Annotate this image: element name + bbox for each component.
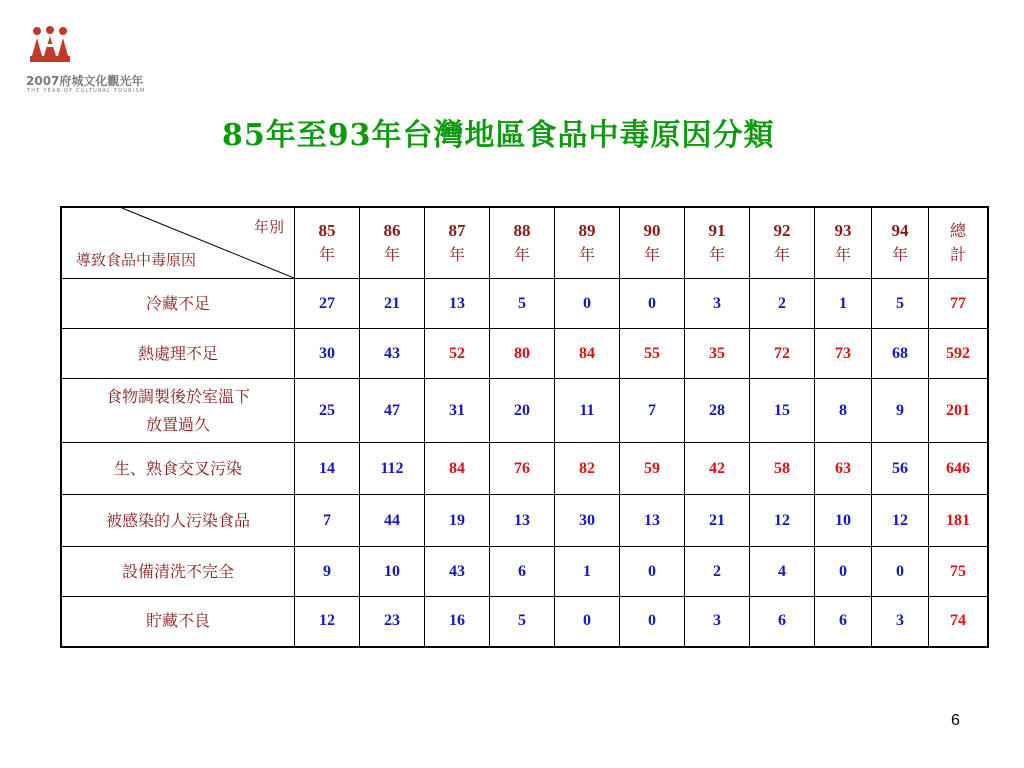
value-cell: 6 [815, 597, 872, 647]
value-cell: 6 [490, 547, 555, 597]
value-cell: 30 [555, 495, 620, 547]
value-cell: 28 [685, 379, 750, 443]
value-cell: 4 [750, 547, 815, 597]
value-cell: 9 [872, 379, 929, 443]
table-row [61, 495, 988, 547]
value-cell: 2 [685, 547, 750, 597]
cause-label: 熱處理不足 [137, 343, 218, 363]
value-cell: 0 [872, 547, 929, 597]
year-header: 85 年 [295, 207, 360, 279]
value-cell: 12 [750, 495, 815, 547]
value-cell: 12 [872, 495, 929, 547]
cause-cell [61, 495, 295, 547]
value-cell: 5 [490, 597, 555, 647]
value-cell: 73 [815, 329, 872, 379]
value-cell: 72 [750, 329, 815, 379]
table-row [61, 329, 988, 379]
value-cell: 11 [555, 379, 620, 443]
value-cell: 21 [360, 279, 425, 329]
table-header-row [61, 207, 988, 279]
corner-cause-label: 導致食品中毒原因 [76, 251, 197, 269]
total-header: 總 計 [929, 207, 989, 279]
value-cell: 82 [555, 443, 620, 495]
year-header: 89 年 [555, 207, 620, 279]
year-header: 88 年 [490, 207, 555, 279]
value-cell: 3 [872, 597, 929, 647]
value-cell: 9 [295, 547, 360, 597]
value-cell: 84 [425, 443, 490, 495]
value-cell: 43 [425, 547, 490, 597]
value-cell: 42 [685, 443, 750, 495]
year-header: 94 年 [872, 207, 929, 279]
year-header: 93 年 [815, 207, 872, 279]
value-cell: 13 [490, 495, 555, 547]
value-cell: 56 [872, 443, 929, 495]
value-cell: 68 [872, 329, 929, 379]
value-cell: 5 [490, 279, 555, 329]
total-cell: 201 [929, 379, 989, 443]
value-cell: 55 [620, 329, 685, 379]
value-cell: 8 [815, 379, 872, 443]
logo-title: 2007府城文化觀光年 [26, 74, 144, 88]
value-cell: 0 [620, 597, 685, 647]
value-cell: 80 [490, 329, 555, 379]
value-cell: 23 [360, 597, 425, 647]
cause-cell [61, 443, 295, 495]
page-number: 6 [951, 712, 960, 729]
value-cell: 7 [295, 495, 360, 547]
value-cell: 10 [815, 495, 872, 547]
table-body [61, 279, 988, 647]
page-title: 85年至93年台灣地區食品中毒原因分類 [222, 118, 775, 153]
value-cell: 7 [620, 379, 685, 443]
value-cell: 10 [360, 547, 425, 597]
value-cell: 0 [815, 547, 872, 597]
cause-label: 貯藏不良 [145, 611, 210, 631]
value-cell: 1 [815, 279, 872, 329]
total-cell: 646 [929, 443, 989, 495]
value-cell: 27 [295, 279, 360, 329]
cause-label: 被感染的人污染食品 [105, 510, 250, 530]
value-cell: 13 [425, 279, 490, 329]
value-cell: 6 [750, 597, 815, 647]
value-cell: 84 [555, 329, 620, 379]
cause-label: 放置過久 [145, 414, 210, 434]
logo-figures-icon [30, 26, 70, 62]
value-cell: 2 [750, 279, 815, 329]
value-cell: 59 [620, 443, 685, 495]
cause-label: 冷藏不足 [145, 293, 210, 313]
value-cell: 30 [295, 329, 360, 379]
year-header: 87 年 [425, 207, 490, 279]
value-cell: 16 [425, 597, 490, 647]
value-cell: 35 [685, 329, 750, 379]
value-cell: 3 [685, 279, 750, 329]
cause-cell [61, 547, 295, 597]
year-header: 86 年 [360, 207, 425, 279]
value-cell: 44 [360, 495, 425, 547]
table-row [61, 379, 988, 443]
logo [26, 26, 166, 96]
table-row [61, 279, 988, 329]
value-cell: 52 [425, 329, 490, 379]
corner-header-cell [61, 207, 295, 279]
value-cell: 12 [295, 597, 360, 647]
total-cell: 74 [929, 597, 989, 647]
food-poisoning-table [60, 206, 989, 648]
value-cell: 14 [295, 443, 360, 495]
value-cell: 20 [490, 379, 555, 443]
value-cell: 31 [425, 379, 490, 443]
value-cell: 63 [815, 443, 872, 495]
cause-label: 食物調製後於室溫下 [105, 386, 250, 406]
corner-year-label: 年別 [253, 218, 284, 236]
value-cell: 1 [555, 547, 620, 597]
value-cell: 112 [360, 443, 425, 495]
value-cell: 5 [872, 279, 929, 329]
year-header: 90 年 [620, 207, 685, 279]
table-row [61, 597, 988, 647]
cause-label: 生、熟食交叉污染 [113, 458, 242, 478]
cause-cell [61, 379, 295, 443]
total-cell: 592 [929, 329, 989, 379]
value-cell: 0 [555, 279, 620, 329]
table-row [61, 547, 988, 597]
value-cell: 19 [425, 495, 490, 547]
value-cell: 0 [620, 547, 685, 597]
cause-label: 設備清洗不完全 [121, 561, 234, 581]
cause-cell [61, 279, 295, 329]
value-cell: 58 [750, 443, 815, 495]
logo-subtitle: THE YEAR OF CULTURAL TOURISM [27, 88, 146, 94]
cause-cell [61, 597, 295, 647]
value-cell: 25 [295, 379, 360, 443]
cause-cell [61, 329, 295, 379]
total-cell: 75 [929, 547, 989, 597]
value-cell: 21 [685, 495, 750, 547]
value-cell: 3 [685, 597, 750, 647]
value-cell: 15 [750, 379, 815, 443]
value-cell: 0 [620, 279, 685, 329]
year-header: 91 年 [685, 207, 750, 279]
value-cell: 13 [620, 495, 685, 547]
table-row [61, 443, 988, 495]
year-header: 92 年 [750, 207, 815, 279]
value-cell: 76 [490, 443, 555, 495]
total-cell: 77 [929, 279, 989, 329]
value-cell: 0 [555, 597, 620, 647]
value-cell: 43 [360, 329, 425, 379]
value-cell: 47 [360, 379, 425, 443]
total-cell: 181 [929, 495, 989, 547]
